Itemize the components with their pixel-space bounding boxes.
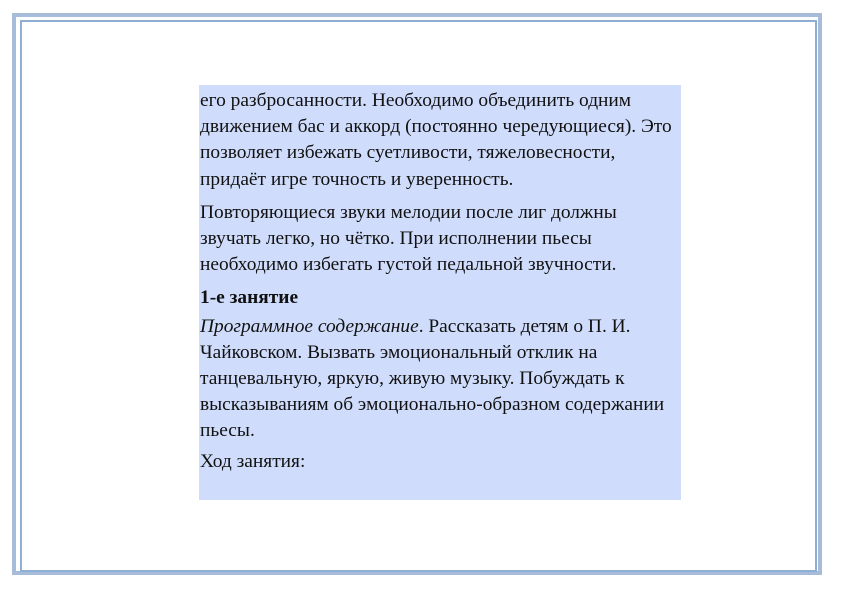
lesson-course-label: Ход занятия: [200,450,306,472]
program-content-text: . Рассказать детям о П. И. Чайковском. Вызвать эмоциональный отклик на танцевальную, яркую, живую музыку. Побуждать к высказываниям об эмоционально-образном содержании пьесы. [200,315,665,442]
text-block [199,85,681,500]
lesson-heading: 1-е занятие [200,287,299,309]
paragraph-repeated-sounds: Повторяющиеся звуки мелодии после лиг должны звучать легко, но чётко. При исполнении пьесы необходимо избегать густой педальной звучности. [200,201,617,276]
paragraph-bass-chord: его разбросанности. Необходимо объединить одним движением бас и аккорд (постоянно чередующиеся). Это позволяет избежать суетливости, тяжеловесности, придаёт игре точность и уверенность. [200,90,672,190]
program-content-label: Программное содержание [200,315,419,337]
program-content-paragraph [200,314,675,445]
